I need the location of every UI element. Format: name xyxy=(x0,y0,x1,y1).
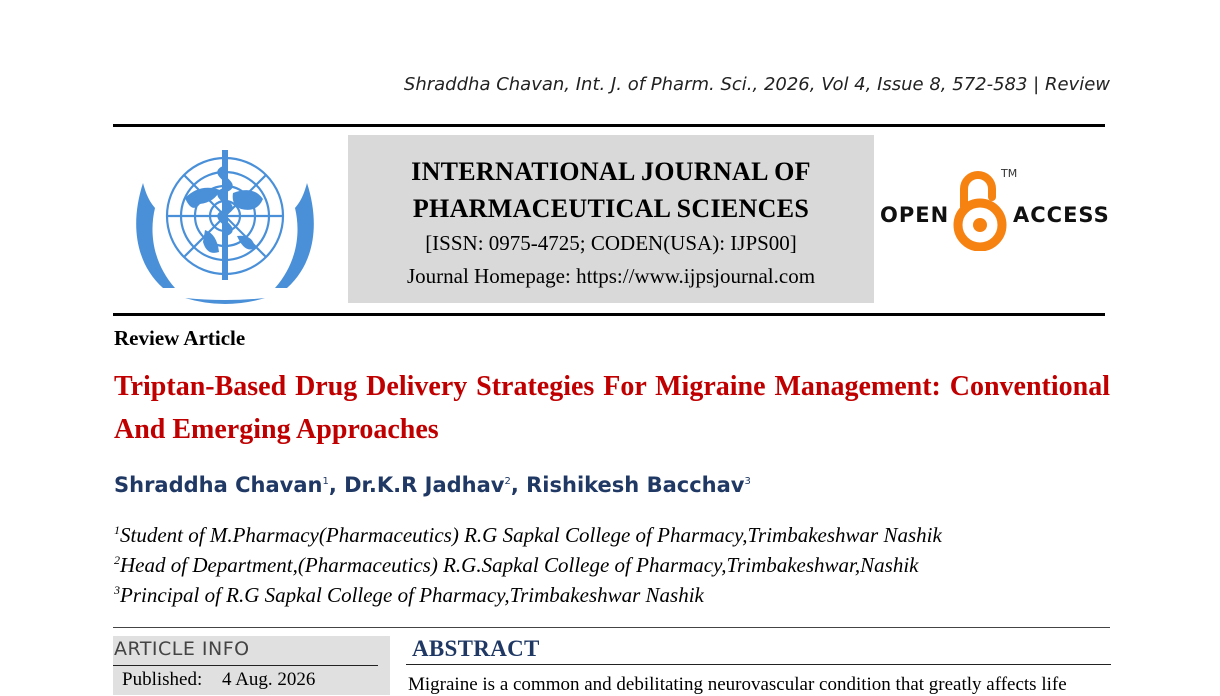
affiliation-3-mark: 3 xyxy=(114,583,120,597)
affiliation-2-mark: 2 xyxy=(114,553,120,567)
running-head: Shraddha Chavan, Int. J. of Pharm. Sci., 2026, Vol 4, Issue 8, 572-583 | Review xyxy=(403,74,1110,95)
journal-title-box xyxy=(348,135,874,303)
journal-title-line1: INTERNATIONAL JOURNAL OF xyxy=(411,157,811,186)
open-access-tm: TM xyxy=(1001,167,1018,180)
article-info-heading: ARTICLE INFO xyxy=(114,638,250,660)
journal-emblem-logo xyxy=(125,138,325,306)
open-access-logo xyxy=(880,165,1110,255)
article-type: Review Article xyxy=(114,326,246,350)
author-3-affiliation-mark: 3 xyxy=(744,476,751,487)
affiliation-1-mark: 1 xyxy=(114,523,120,537)
abstract-rule xyxy=(406,664,1111,665)
affiliation-1 xyxy=(114,523,942,548)
open-access-access-text: ACCESS xyxy=(1013,203,1110,227)
journal-homepage: Journal Homepage: https://www.ijpsjournal.com xyxy=(406,264,816,288)
header-rule-bottom xyxy=(113,313,1105,316)
author-separator: , xyxy=(510,473,527,497)
author-2[interactable]: Dr.K.R Jadhav xyxy=(344,473,505,497)
affiliation-2-text: Head of Department,(Pharmaceutics) R.G.Sapkal College of Pharmacy,Trimbakeshwar,Nashik xyxy=(120,553,919,577)
journal-issn: [ISSN: 0975-4725; CODEN(USA): IJPS00] xyxy=(425,231,797,255)
affiliation-1-text: Student of M.Pharmacy(Pharmaceutics) R.G Sapkal College of Pharmacy,Trimbakeshwar Nashik xyxy=(120,523,942,547)
author-separator: , xyxy=(328,473,345,497)
journal-title xyxy=(348,153,874,227)
published-label: Published: xyxy=(122,669,203,690)
abstract-heading: ABSTRACT xyxy=(412,636,540,661)
author-list xyxy=(114,473,751,497)
article-title: Triptan-Based Drug Delivery Strategies For Migraine Management: Conventional And Emerging Approaches xyxy=(114,371,1110,445)
affiliation-3 xyxy=(114,583,704,608)
article-info-rule xyxy=(113,665,378,666)
author-1[interactable]: Shraddha Chavan xyxy=(114,473,323,497)
section-divider xyxy=(113,627,1110,628)
author-2-affiliation-mark: 2 xyxy=(504,476,511,487)
affiliation-3-text: Principal of R.G Sapkal College of Pharmacy,Trimbakeshwar Nashik xyxy=(120,583,704,607)
author-1-affiliation-mark: 1 xyxy=(322,476,329,487)
journal-title-line2: PHARMACEUTICAL SCIENCES xyxy=(412,194,810,223)
author-3[interactable]: Rishikesh Bacchav xyxy=(526,473,745,497)
published-date: 4 Aug. 2026 xyxy=(222,669,316,690)
abstract-text: Migraine is a common and debilitating neurovascular condition that greatly affects life xyxy=(408,674,1067,695)
header-rule-top xyxy=(113,124,1105,127)
open-access-open-text: OPEN xyxy=(880,203,950,227)
affiliation-2 xyxy=(114,553,918,578)
